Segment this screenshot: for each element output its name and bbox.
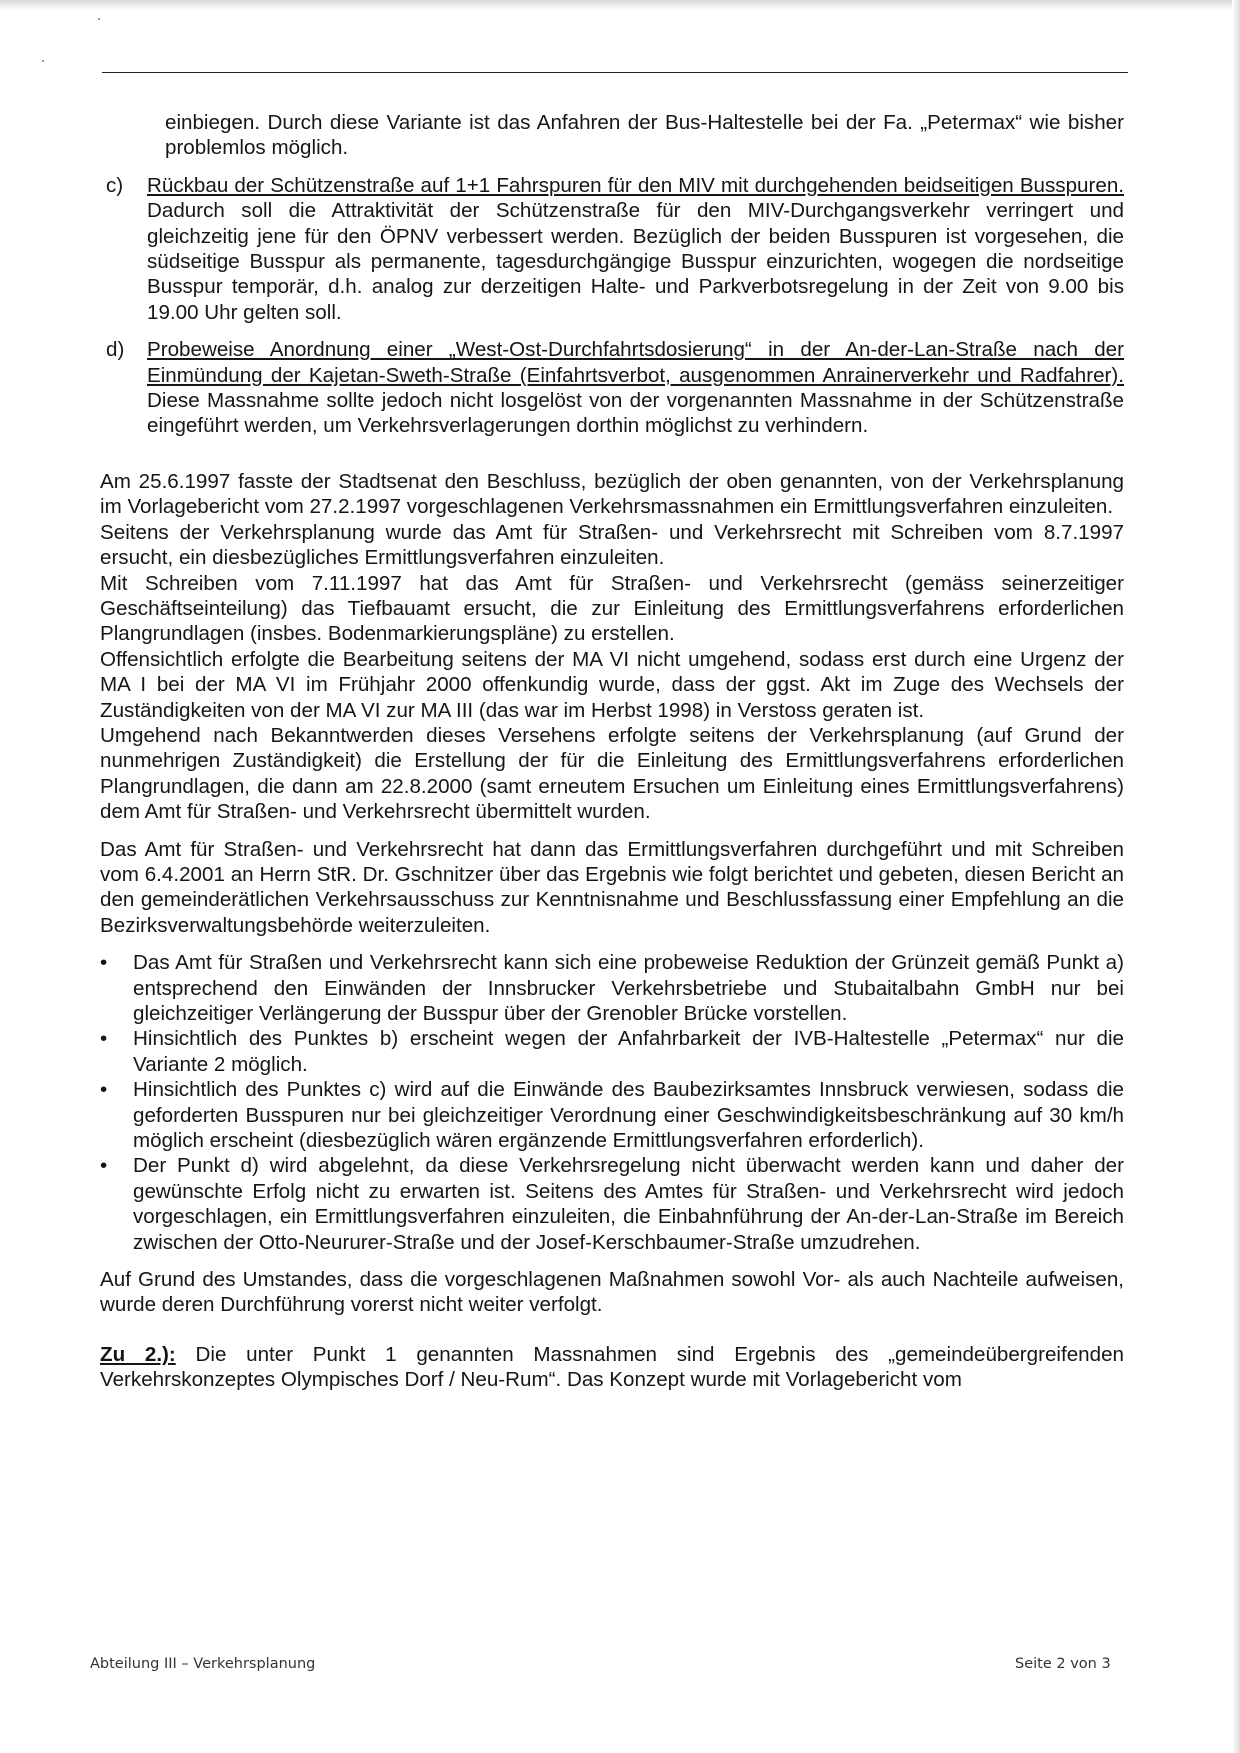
bullet-text: Hinsichtlich des Punktes c) wird auf die Einwände des Baubezirksamtes Innsbruck verwiesen, sodass die geforderten Busspuren nur bei gleichzeitiger Verordnung einer Geschwindigkeitsbeschränkung auf 30 km/h möglich erscheint (diesbezüglich wären ergänzende Ermittlungsverfahren erforderlich). [133,1078,1124,1153]
item-text: Dadurch soll die Attraktivität der Schützenstraße für den MIV-Durchgangsverkehr verringert und gleichzeitig jene für den ÖPNV verbessert werden. Bezüglich der beiden Busspuren ist vorgesehen, die südseitige Busspur als permanente, tagesdurchgängige Busspur einzurichten, wogegen die nordseitige Busspur temporär, d.h. analog zur derzeitigen Halte- und Parkverbotsregelung in der Zeit von 9.00 bis 19.00 Uhr gelten soll. [147,199,1124,324]
bullet-icon: • [100,1078,108,1102]
page-body [100,110,1124,1393]
item-title: Rückbau der Schützenstraße auf 1+1 Fahrspuren für den MIV mit durchgehenden beidseitigen Busspuren. [147,173,1124,197]
bullet-text: Das Amt für Straßen und Verkehrsrecht kann sich eine probeweise Reduktion der Grünzeit gemäß Punkt a) entsprechend den Einwänden der Innsbrucker Verkehrsbetriebe und Stubaitalbahn GmbH nur bei gleichzeitiger Verlängerung der Busspur über der Grenobler Brücke vorstellen. [133,951,1124,1025]
bullet-icon: • [100,1027,108,1051]
bullet-text: Der Punkt d) wird abgelehnt, da diese Verkehrsregelung nicht überwacht werden kann und daher der gewünschte Erfolg nicht zu erwarten ist. Seitens des Amtes für Straßen- und Verkehrsrecht wird jedoch vorgeschlagen, ein Ermittlungsverfahren einzuleiten, die Einbahnführung der An-der-Lan-Straße im Bereich zwischen der Otto-Neururer-Straße und der Josef-Kerschbaumer-Straße umzudrehen. [133,1154,1124,1254]
footer-department: Abteilung III – Verkehrsplanung [90,1656,316,1672]
report-paragraph: Das Amt für Straßen- und Verkehrsrecht hat dann das Ermittlungsverfahren durchgeführt und mit Schreiben vom 6.4.2001 an Herrn StR. Dr. Gschnitzer über das Ergebnis wie folgt berichtet und gebeten, diesen Bericht an den gemeinderätlichen Verkehrsausschuss zur Kenntnisnahme und Beschlussfassung einer Empfehlung an die Bezirksverwaltungsbehörde weiterzuleiten. [100,837,1124,937]
scan-edge-right [1232,0,1240,1753]
history-paragraph: Am 25.6.1997 fasste der Stadtsenat den Beschluss, bezüglich der oben genannten, von der Verkehrsplanung im Vorlagebericht vom 27.2.1997 vorgeschlagenen Verkehrsmassnahmen ein Ermittlungsverfahren einzuleiten. [100,469,1124,519]
history-paragraph: Seitens der Verkehrsplanung wurde das Amt für Straßen- und Verkehrsrecht mit Schreiben vom 8.7.1997 ersucht, ein diesbezügliches Ermittlungsverfahren einzuleiten. [100,520,1124,570]
item-title: Probeweise Anordnung einer „West-Ost-Durchfahrtsdosierung“ in der An-der-Lan-Straße nach der Einmündung der Kajetan-Sweth-Straße (Einfahrtsverbot, ausgenommen Anrainerverkehr und Radfahrer). [147,338,1124,387]
item-letter: c) [106,173,124,197]
header-rule [102,72,1128,73]
bullet-item [100,1026,1124,1077]
list-item-d [100,337,1124,439]
bullet-item [100,950,1124,1026]
scan-speck [98,18,100,20]
bullet-text: Hinsichtlich des Punktes b) erscheint wegen der Anfahrbarkeit der IVB-Haltestelle „Petermax“ nur die Variante 2 möglich. [133,1027,1124,1076]
bullet-item [100,1077,1124,1153]
bullet-item [100,1153,1124,1255]
scan-speck [42,60,44,62]
item-letter: d) [106,338,125,362]
bullet-icon: • [100,951,108,975]
list-item-c [100,173,1124,325]
history-paragraph: Offensichtlich erfolgte die Bearbeitung seitens der MA VI nicht umgehend, sodass erst durch eine Urgenz der MA I bei der MA VI im Frühjahr 2000 offenkundig wurde, dass der ggst. Akt im Zuge des Wechsels der Zuständigkeiten von der MA VI zur MA III (das war im Herbst 1998) in Verstoss geraten ist. [100,647,1124,722]
zu2-paragraph [100,1342,1124,1393]
item-body [147,337,1124,439]
history-paragraph: Mit Schreiben vom 7.11.1997 hat das Amt für Straßen- und Verkehrsrecht (gemäss seinerzeitiger Geschäftseinteilung) das Tiefbauamt ersucht, die zur Einleitung des Ermittlungsverfahrens erforderlichen Plangrundlagen (insbes. Bodenmarkierungspläne) zu erstellen. [100,571,1124,646]
footer-page-number: Seite 2 von 3 [1015,1656,1111,1672]
item-text: Diese Massnahme sollte jedoch nicht losgelöst von der vorgenannten Massnahme in der Schützenstraße eingeführt werden, um Verkehrsverlagerungen dorthin möglichst zu verhindern. [147,389,1124,438]
bullet-icon: • [100,1154,108,1178]
item-body [147,173,1124,325]
scan-edge-top [0,0,1240,10]
zu2-label: Zu 2.): [100,1342,176,1366]
zu2-text: Die unter Punkt 1 genannten Massnahmen sind Ergebnis des „gemeindeübergreifenden Verkehrskonzeptes Olympisches Dorf / Neu-Rum“. Das Konzept wurde mit Vorlagebericht vom [100,1342,1124,1392]
conclusion-paragraph: Auf Grund des Umstandes, dass die vorgeschlagenen Maßnahmen sowohl Vor- als auch Nachteile aufweisen, wurde deren Durchführung vorerst nicht weiter verfolgt. [100,1268,1124,1317]
intro-continuation: einbiegen. Durch diese Variante ist das Anfahren der Bus-Haltestelle bei der Fa. „Petermax“ wie bisher problemlos möglich. [165,111,1124,160]
history-paragraph: Umgehend nach Bekanntwerden dieses Versehens erfolgte seitens der Verkehrsplanung (auf Grund der nunmehrigen Zuständigkeit) die Erstellung der für die Einleitung des Ermittlungsverfahrens erforderlichen Plangrundlagen, die dann am 22.8.2000 (samt erneutem Ersuchen um Einleitung eines Ermittlungsverfahrens) dem Amt für Straßen- und Verkehrsrecht übermittelt wurden. [100,723,1124,824]
